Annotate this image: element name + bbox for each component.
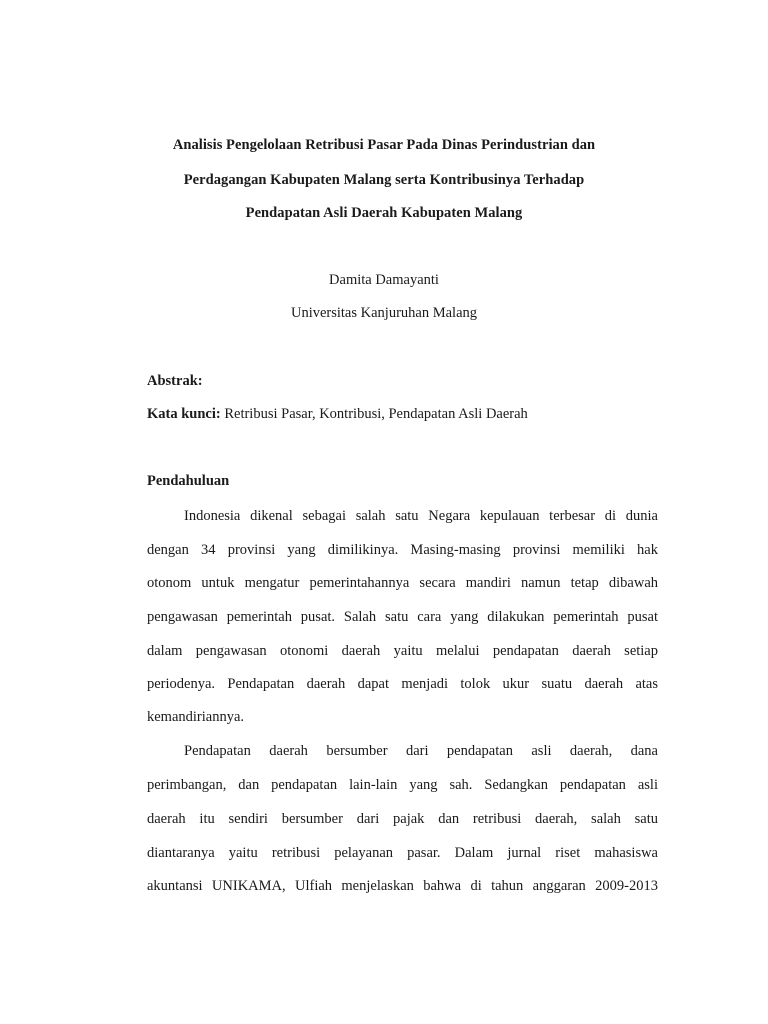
paragraph-line: otonom untuk mengatur pemerintahannya secara mandiri namun tetap dibawah xyxy=(147,575,658,591)
keywords-label: Kata kunci: xyxy=(147,406,221,422)
paragraph-line: Pendapatan daerah bersumber dari pendapatan asli daerah, dana xyxy=(184,743,658,759)
paragraph-line: pengawasan pemerintah pusat. Salah satu cara yang dilakukan pemerintah pusat xyxy=(147,609,658,625)
paragraph-line: Indonesia dikenal sebagai salah satu Negara kepulauan terbesar di dunia xyxy=(184,508,658,524)
paragraph-line: dengan 34 provinsi yang dimilikinya. Masing-masing provinsi memiliki hak xyxy=(147,542,658,558)
keywords-line xyxy=(147,406,528,423)
title-line-1: Analisis Pengelolaan Retribusi Pasar Pada Dinas Perindustrian dan xyxy=(172,137,596,153)
paragraph-line: perimbangan, dan pendapatan lain-lain yang sah. Sedangkan pendapatan asli xyxy=(147,777,658,793)
title-line-2: Perdagangan Kabupaten Malang serta Kontribusinya Terhadap xyxy=(183,172,585,188)
abstract-label: Abstrak: xyxy=(147,373,203,389)
paragraph-line: akuntansi UNIKAMA, Ulfiah menjelaskan bahwa di tahun anggaran 2009-2013 xyxy=(147,878,658,894)
section-heading: Pendahuluan xyxy=(147,473,230,489)
keywords-text: Retribusi Pasar, Kontribusi, Pendapatan Asli Daerah xyxy=(224,406,528,422)
author-name: Damita Damayanti xyxy=(329,272,439,288)
paragraph-line: diantaranya yaitu retribusi pelayanan pasar. Dalam jurnal riset mahasiswa xyxy=(147,845,658,861)
title-line-3: Pendapatan Asli Daerah Kabupaten Malang xyxy=(245,205,523,221)
paragraph-line: daerah itu sendiri bersumber dari pajak dan retribusi daerah, salah satu xyxy=(147,811,658,827)
paragraph-line: periodenya. Pendapatan daerah dapat menjadi tolok ukur suatu daerah atas xyxy=(147,676,658,692)
paragraph-line: dalam pengawasan otonomi daerah yaitu melalui pendapatan daerah setiap xyxy=(147,643,658,659)
author-affiliation: Universitas Kanjuruhan Malang xyxy=(290,305,478,321)
paragraph-line: kemandiriannya. xyxy=(147,709,245,725)
